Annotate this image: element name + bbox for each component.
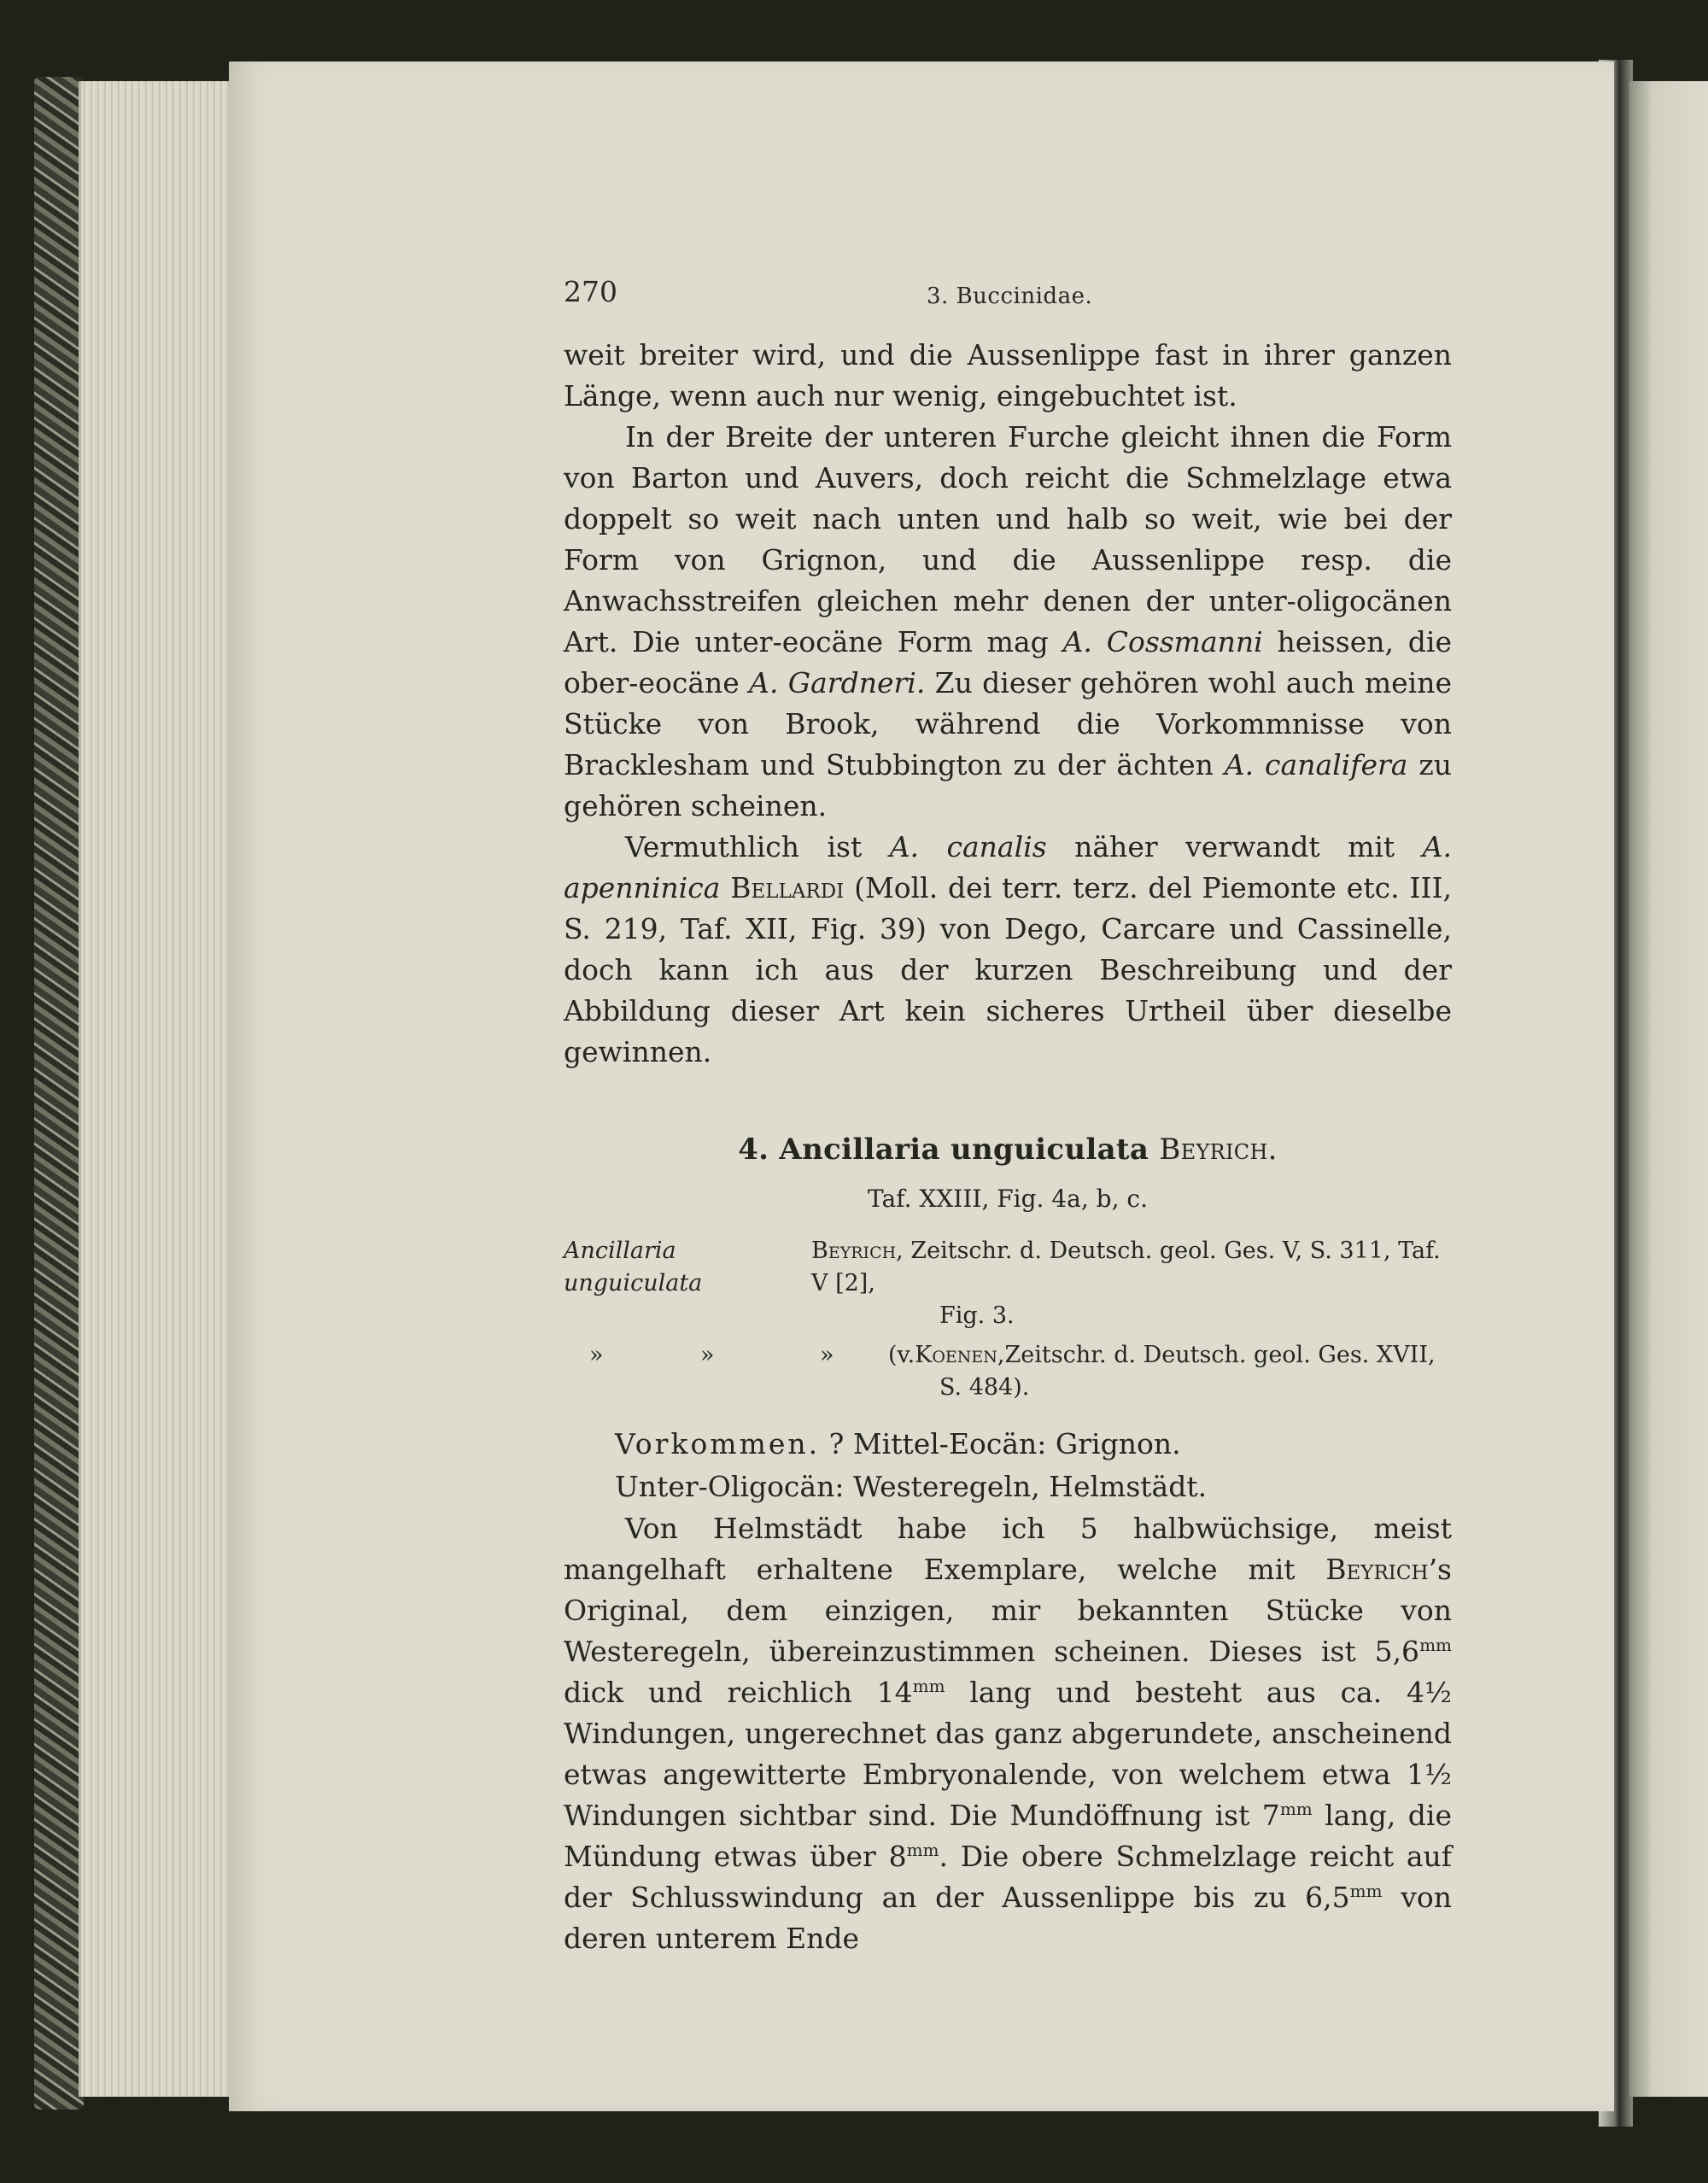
paragraph-text: Von Helmstädt habe ich 5 halbwüchsige, meist mangelhaft erhaltene Exemplare, welche mit <box>564 1512 1452 1586</box>
synonym-author: Koenen, <box>915 1342 1005 1368</box>
synonym-author: Beyrich, <box>811 1238 904 1264</box>
paragraph-text: Zu dieser gehören wohl auch meine Stücke von Brook, während die Vorkommnisse von Bracklesham und Stubbington zu der ächten <box>564 666 1452 781</box>
paragraph-continued <box>564 335 1452 417</box>
paragraph-description <box>564 1508 1452 1959</box>
paragraph-text: (Moll. dei terr. terz. del Piemonte etc. III, S. 219, Taf. XII, Fig. 39) von Dego, Carcare und Cassinelle, doch kann ich aus der kurzen Beschreibung und der Abbildung dieser Art kein sicheres Urtheil über dieselbe gewinnen. <box>564 871 1452 1068</box>
species-name: A. canalifera <box>1224 748 1408 781</box>
running-head: 3. Buccinidae. <box>927 284 1093 309</box>
synonym-citation-continued: S. 484). <box>939 1374 1030 1401</box>
synonym-reference <box>811 1235 1452 1300</box>
paragraph-text: lang, die Mündung etwas über 8 <box>564 1799 1452 1873</box>
ditto-mark: » <box>589 1342 604 1368</box>
paragraph-text: In der Breite der unteren Furche gleicht ihnen die Form von Barton und Auvers, doch reicht die Schmelzlage etwa doppelt so weit nach unten und halb so weit, wie bei der Form von Grignon, und die Aussenlippe resp. die Anwachsstreifen gleichen mehr denen der unter-oligocänen Art. Die unter-eocäne Form mag <box>564 420 1452 658</box>
paragraph-text: Vermuthlich ist <box>625 830 890 863</box>
plate-reference: Taf. XXIII, Fig. 4a, b, c. <box>868 1185 1148 1213</box>
occurrence-line: Unter-Oligocän: Westeregeln, Helmstädt. <box>615 1470 1208 1503</box>
species-name: A. Cossmanni <box>1062 625 1263 658</box>
unit-mm: mm <box>912 1676 945 1696</box>
synonym-name: Ancillaria unguiculata <box>564 1238 703 1296</box>
unit-mm: mm <box>1419 1635 1452 1655</box>
page-number: 270 <box>564 275 617 308</box>
paragraph-text: zu gehören scheinen. <box>564 748 1452 822</box>
ditto-mark: » <box>700 1342 715 1368</box>
occurrence-label: Vorkommen. <box>615 1427 821 1460</box>
synonymy-entry <box>564 1339 1452 1372</box>
species-heading-title: 4. Ancillaria unguiculata <box>738 1132 1149 1167</box>
synonymy-entry <box>564 1235 1452 1300</box>
paragraph-text: ’s Original, dem einzigen, mir bekannten Stücke von Westeregeln, übereinzustimmen scheinen. Dieses ist 5,6 <box>564 1553 1452 1668</box>
paragraph-relation <box>564 827 1452 1073</box>
species-heading <box>564 1129 1452 1170</box>
facing-page-edge <box>1629 81 1708 2097</box>
synonym-reference <box>888 1339 1452 1372</box>
species-heading-author: Beyrich. <box>1159 1132 1278 1167</box>
synonym-citation-continued: Fig. 3. <box>939 1302 1015 1329</box>
species-name: A. apenninica <box>564 830 1452 904</box>
occurrence-text: ? Mittel-Eocän: Grignon. <box>820 1427 1181 1460</box>
species-name: A. canalis <box>889 830 1047 863</box>
paragraph-text: näher verwandt mit <box>1046 830 1423 863</box>
unit-mm: mm <box>906 1840 939 1860</box>
marbled-cover-edge <box>34 77 84 2110</box>
ditto-mark: » <box>820 1342 834 1368</box>
page-body <box>564 335 1452 1959</box>
occurrence <box>564 1423 1452 1508</box>
author-name: Beyrich <box>1325 1553 1429 1586</box>
paragraph-text: weit breiter wird, und die Aussenlippe fast in ihrer ganzen Länge, wenn auch nur wenig, eingebuchtet ist. <box>564 338 1452 413</box>
paragraph-text: dick und reichlich 14 <box>564 1676 913 1709</box>
occurrence-line <box>615 1423 1452 1466</box>
unit-mm: mm <box>1349 1881 1383 1901</box>
paragraph-text: . Die obere Schmelzlage reicht auf der Schlusswindung an der Aussenlippe bis zu 6,5 <box>564 1840 1452 1914</box>
paragraph-comparison <box>564 417 1452 827</box>
paragraph-text: von deren unterem Ende <box>564 1881 1452 1955</box>
synonym-citation: Zeitschr. d. Deutsch. geol. Ges. V, S. 311, Taf. V [2], <box>811 1238 1441 1296</box>
species-name: A. Gardneri. <box>749 666 926 699</box>
synonym-citation: Zeitschr. d. Deutsch. geol. Ges. XVII, <box>1004 1342 1436 1368</box>
author-name: Bellardi <box>730 871 845 904</box>
synonym-citation: (v. <box>888 1342 915 1368</box>
paragraph-text: lang und besteht aus ca. 4½ Windungen, ungerechnet das ganz abgerundete, anscheinend etwas angewitterte Embryonalende, von welchem etwa 1½ Windungen sichtbar sind. Die Mundöffnung ist 7 <box>564 1676 1452 1832</box>
paragraph-text: heissen, die ober-eocäne <box>564 625 1453 699</box>
synonymy <box>564 1235 1452 1404</box>
unit-mm: mm <box>1279 1799 1313 1819</box>
